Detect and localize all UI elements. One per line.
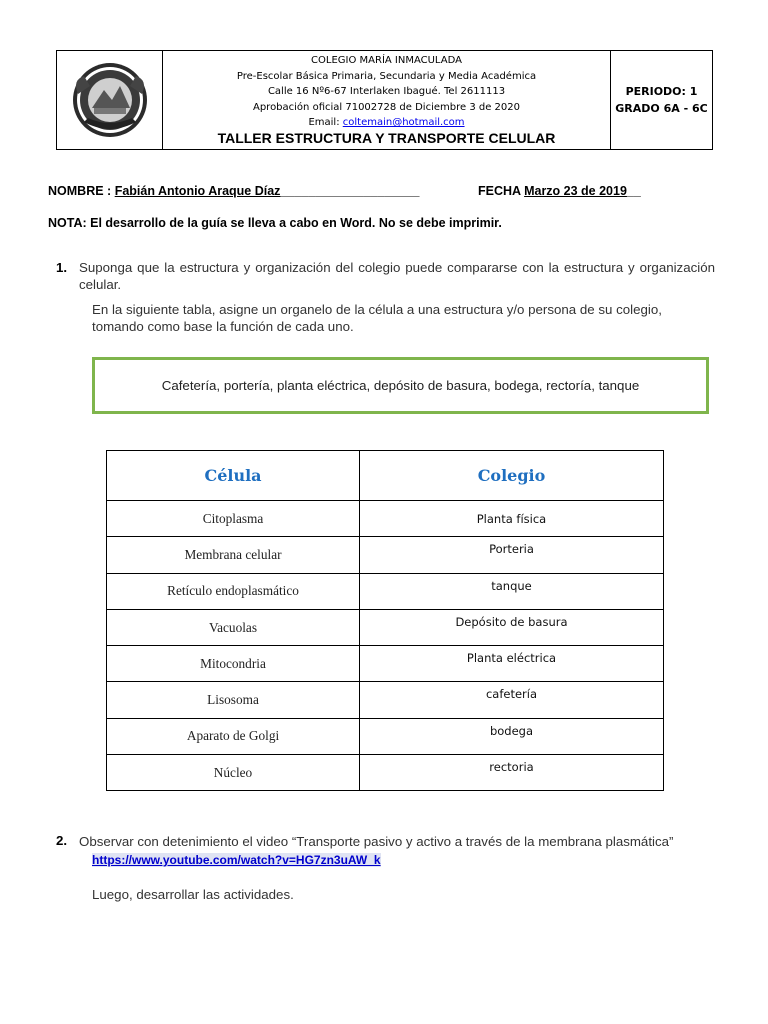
- date-blank: __: [626, 184, 641, 198]
- question-2-number: 2.: [56, 833, 68, 848]
- organelle-cell: Aparato de Golgi: [107, 718, 360, 754]
- organelle-cell: Núcleo: [107, 755, 360, 791]
- header-colegio: Colegio: [360, 451, 664, 501]
- question-1-instruction: En la siguiente tabla, asigne un organelo de la célula a una estructura y/o persona de su colegio, tomando como base la función de cada uno.: [92, 302, 662, 334]
- table-row: [107, 609, 664, 645]
- table-row: [107, 646, 664, 682]
- school-address: Calle 16 Nº6-67 Interlaken Ibagué. Tel 2611113: [267, 86, 506, 98]
- school-structure-cell[interactable]: rectoria: [360, 755, 664, 791]
- table-row: [107, 537, 664, 573]
- school-info-cell: [163, 51, 611, 149]
- question-2-text: Observar con detenimiento el video “Transporte pasivo y activo a través de la membrana plasmática”: [79, 834, 674, 849]
- table-row: [107, 501, 664, 537]
- word-bank-text: Cafetería, portería, planta eléctrica, depósito de basura, bodega, rectoría, tanque: [161, 378, 640, 393]
- school-structure-cell[interactable]: Depósito de basura: [360, 609, 664, 645]
- organelle-cell: Vacuolas: [107, 609, 360, 645]
- question-1-number: 1.: [56, 260, 68, 275]
- period-label: PERIODO: 1: [625, 85, 698, 98]
- school-levels: Pre-Escolar Básica Primaria, Secundaria y Media Académica: [236, 70, 537, 82]
- document-header: [56, 50, 713, 150]
- word-bank-box: [92, 357, 709, 414]
- question-1-text: Suponga que la estructura y organización del colegio puede compararse con la estructura y organización celular.: [79, 260, 715, 292]
- email-label: Email:: [308, 117, 343, 129]
- question-2-followup: Luego, desarrollar las actividades.: [92, 887, 294, 902]
- table-row: [107, 682, 664, 718]
- school-structure-cell[interactable]: tanque: [360, 573, 664, 609]
- school-structure-cell[interactable]: Porteria: [360, 537, 664, 573]
- school-structure-cell[interactable]: cafetería: [360, 682, 664, 718]
- school-structure-cell[interactable]: Planta física: [360, 501, 664, 537]
- name-label: NOMBRE :: [48, 184, 112, 198]
- note-text: NOTA: El desarrollo de la guía se lleva a cabo en Word. No se debe imprimir.: [48, 216, 502, 230]
- worksheet-title: TALLER ESTRUCTURA Y TRANSPORTE CELULAR: [217, 130, 556, 146]
- table-row: [107, 573, 664, 609]
- video-link[interactable]: https://www.youtube.com/watch?v=HG7zn3uAW_k: [92, 853, 381, 867]
- school-seal-logo: [70, 60, 150, 140]
- organelle-cell: Retículo endoplasmático: [107, 573, 360, 609]
- student-name: Fabián Antonio Araque Díaz: [114, 184, 281, 198]
- school-structure-cell[interactable]: bodega: [360, 718, 664, 754]
- organelle-cell: Membrana celular: [107, 537, 360, 573]
- school-approval: Aprobación oficial 71002728 de Diciembre 3 de 2020: [252, 101, 520, 113]
- grade-label: GRADO 6A - 6C: [615, 102, 708, 115]
- table-header-row: [107, 451, 664, 501]
- date-value: Marzo 23 de 2019: [524, 184, 627, 198]
- school-structure-cell[interactable]: Planta eléctrica: [360, 646, 664, 682]
- organelle-cell: Lisosoma: [107, 682, 360, 718]
- header-celula: Célula: [107, 451, 360, 501]
- email-link[interactable]: coltemain@hotmail.com: [342, 117, 465, 129]
- school-name: COLEGIO MARÍA INMACULADA: [311, 55, 462, 66]
- organelle-cell: Citoplasma: [107, 501, 360, 537]
- organelle-cell: Mitocondria: [107, 646, 360, 682]
- date-label: FECHA: [478, 184, 521, 198]
- date-row: [478, 184, 641, 198]
- table-row: [107, 755, 664, 791]
- name-blank: ____________________: [280, 184, 420, 198]
- period-cell: [611, 51, 712, 149]
- cell-school-table: [106, 450, 664, 791]
- table-row: [107, 718, 664, 754]
- student-name-row: [48, 184, 419, 198]
- school-logo-cell: [57, 51, 163, 149]
